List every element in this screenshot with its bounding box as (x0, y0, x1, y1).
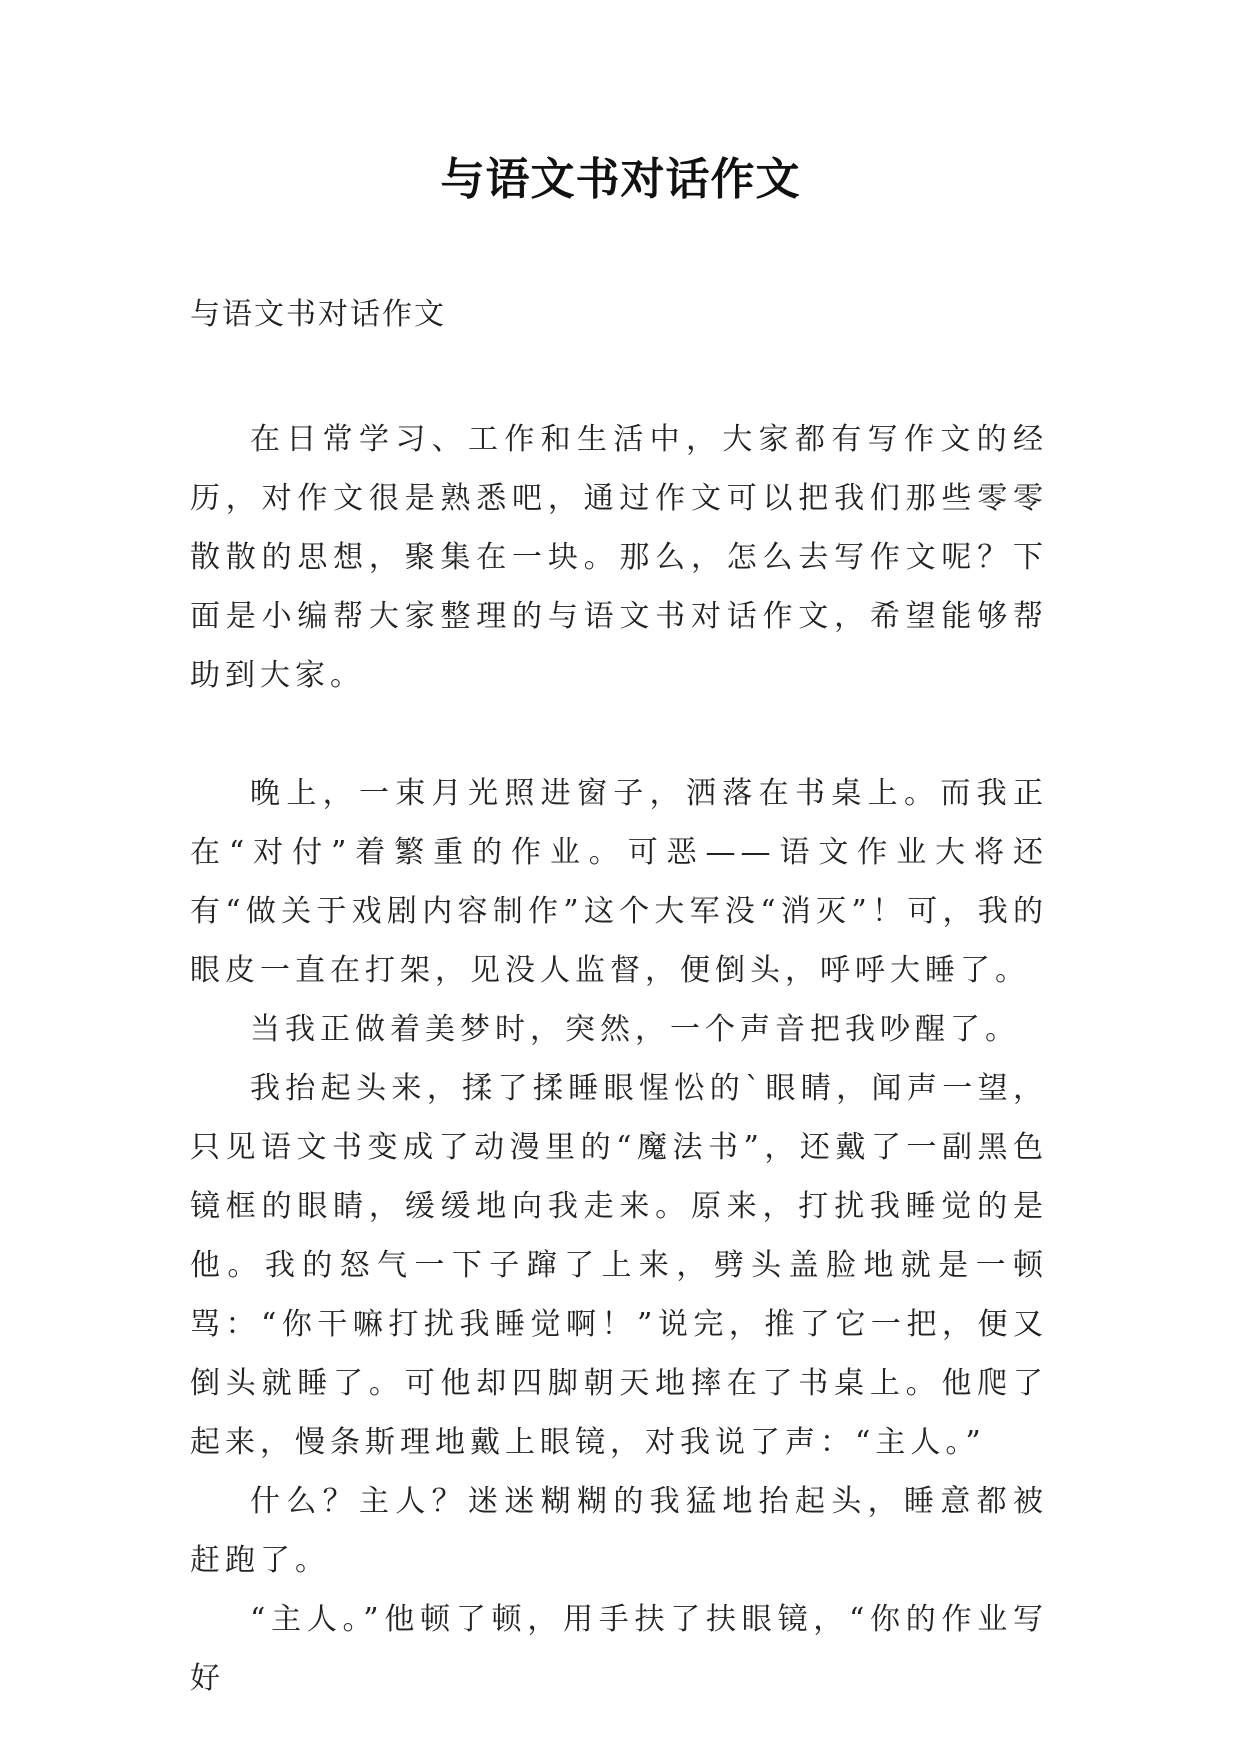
paragraph-homework: “主人。”他顿了顿，用手扶了扶眼镜，“你的作业写好 (190, 1602, 1048, 1696)
paragraph-evening: 晚上，一束月光照进窗子，洒落在书桌上。而我正在“对付”着繁重的作业。可恶——语文作业大将还有“做关于戏剧内容制作”这个大军没“消灭”！可，我的眼皮一直在打架，见没人监督，便倒头，呼呼大睡了。 (190, 776, 1048, 988)
document-body (190, 410, 1048, 1708)
paragraph-intro: 在日常学习、工作和生活中，大家都有写作文的经历，对作文很是熟悉吧，通过作文可以把我们那些零零散散的思想，聚集在一块。那么，怎么去写作文呢？下面是小编帮大家整理的与语文书对话作文，希望能够帮助到大家。 (190, 422, 1048, 693)
paragraph-awakened: 当我正做着美梦时，突然，一个声音把我吵醒了。 (250, 1012, 1020, 1047)
document-title: 与语文书对话作文 (440, 154, 801, 205)
paragraph-magic-book: 我抬起头来，揉了揉睡眼惺忪的`眼睛，闻声一望，只见语文书变成了动漫里的“魔法书”，还戴了一副黑色镜框的眼睛，缓缓地向我走来。原来，打扰我睡觉的是他。我的怒气一下子蹿了上来，劈头盖脸地就是一顿骂：“你干嘛打扰我睡觉啊！”说完，推了它一把，便又倒头就睡了。可他却四脚朝天地摔在了书桌上。他爬了起来，慢条斯理地戴上眼镜，对我说了声：“主人。” (190, 1071, 1048, 1460)
paragraph-master: 什么？主人？迷迷糊糊的我猛地抬起头，睡意都被赶跑了。 (190, 1484, 1048, 1578)
document-subtitle: 与语文书对话作文 (190, 297, 446, 332)
